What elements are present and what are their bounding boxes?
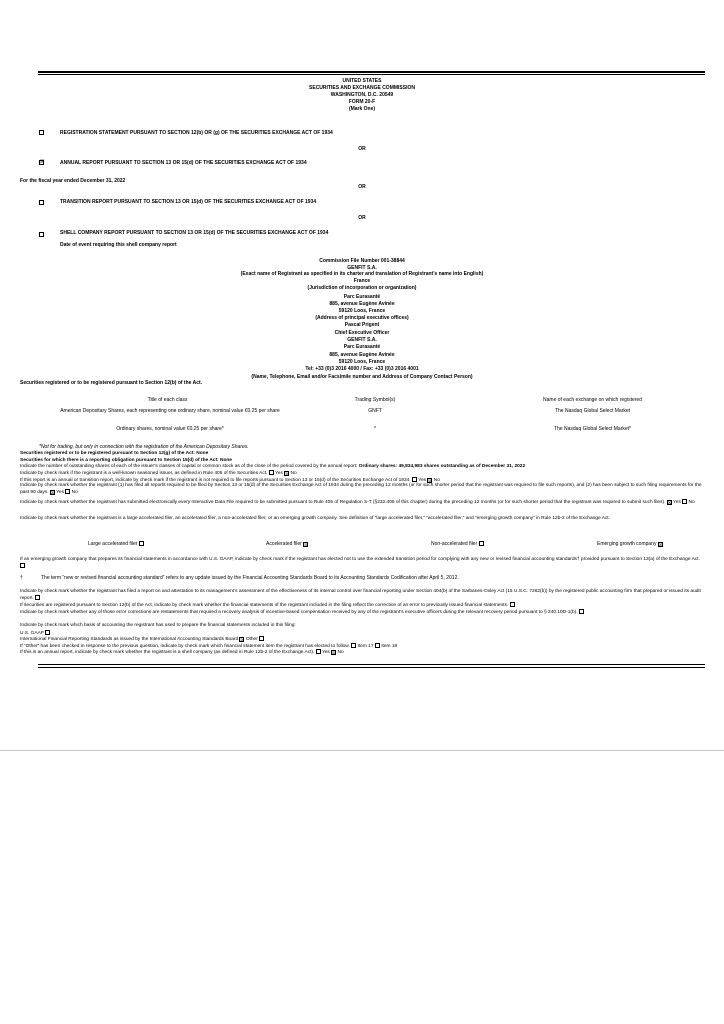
dagger-footnote: The term “new or revised financial accounting standard” refers to any update issued by the Financial Accounting Standards Board to its Accounting Standards Codification after April 5, 2012.: [41, 575, 459, 581]
icfr-question: [20, 589, 704, 602]
interactive-no-checkbox[interactable]: [682, 499, 687, 504]
egc-question: [20, 557, 704, 570]
registration-label: REGISTRATION STATEMENT PURSUANT TO SECTION 12(b) OR (g) OF THE SECURITIES EXCHANGE ACT OF 1934: [60, 130, 333, 136]
annual-report-checkbox[interactable]: ☒: [40, 159, 45, 165]
shell-company-yes-label: Yes: [321, 650, 330, 655]
registrant-name-caption: (Exact name of Registrant as specified in its charter and translation of Registrant’s name into English): [240, 271, 484, 277]
registration-checkbox[interactable]: [39, 130, 44, 135]
filer-emerging-growth-label: Emerging growth company: [597, 541, 657, 547]
shell-company-no-label: No: [337, 650, 344, 655]
dagger-symbol: †: [20, 575, 23, 581]
shell-company-question: [20, 649, 704, 656]
contact-telephone: Tel: +33 (0)3 2016 4000 / Fax: +33 (0)3 2016 4001: [305, 366, 419, 372]
recovery-question: [20, 609, 704, 616]
section-15d: Securities for which there is a reporting obligation pursuant to Section 15(d) of the Act: None: [20, 457, 232, 463]
icfr-text: Indicate by check mark whether the registrant has filed a report on and attestation to its management’s assessment of the effectiveness of its internal control over financial reporting under Section 404(b) of the Sarbanes-Oxley Act (15 U.S.C. 7262(b)) by the registered public accounting firm that prepared or issued its audit report.: [20, 589, 701, 601]
or-divider-3: OR: [358, 215, 366, 221]
filer-emerging-growth-checkbox[interactable]: ☒: [658, 542, 663, 547]
outstanding-shares-value: Ordinary shares: 49,834,983 shares outstanding as of December 31, 2022: [358, 464, 526, 469]
header-line-4: FORM 20-F: [348, 99, 376, 105]
table-row-2-exchange: The Nasdaq Global Select Market*: [554, 426, 631, 432]
not-required-text: If this report is an annual or transition report, indicate by check mark if the registrant is not required to file reports pursuant to Section 13 or 15(d) of the Securities Exchange Act of 1934.: [20, 477, 411, 483]
contact-caption: (Name, Telephone, Email and/or Facsimile number and Address of Company Contact Person): [251, 374, 473, 380]
error-correction-checkbox[interactable]: [510, 602, 515, 607]
filer-large-accelerated-label: Large accelerated filer: [88, 541, 138, 547]
interactive-yes-checkbox[interactable]: ☒: [667, 500, 672, 505]
wksi-no-label: No: [290, 471, 297, 476]
filer-non-accelerated: [431, 541, 484, 547]
header-line-2: SECURITIES AND EXCHANGE COMMISSION: [309, 85, 415, 91]
bottom-rule-thin: [38, 664, 705, 665]
shell-event-date: Date of event requiring this shell company report: [60, 242, 177, 248]
table-row-1-exchange: The Nasdaq Global Select Market: [554, 408, 631, 414]
ifrs-label: International Financial Reporting Standards as issued by the International Accounting Standards Board: [20, 637, 239, 642]
transition-report-checkbox[interactable]: [39, 200, 44, 205]
filer-accelerated-label: Accelerated filer: [266, 541, 302, 547]
filed-reports-no-label: No: [71, 489, 78, 495]
egc-text: If an emerging growth company that prepares its financial statements in accordance with U.S. GAAP, indicate by check mark if the registrant has elected not to use the extended transition period for complying with any new or revised financial accounting standards† provided pursuant to Section 13(a) of the Exchange Act.: [20, 557, 700, 562]
filed-reports-text: Indicate by check mark whether the registrant (1) has filed all reports required to be filed by Section 13 or 15(d) of the Securities Exchange Act of 1934 during the preceding 12 months (or for such shorter period that the registrant was required to file such reports), and (2) has been subject to such filing requirements for the past 90 days.: [20, 483, 702, 495]
annual-report-label: ANNUAL REPORT PURSUANT TO SECTION 13 OR 15(d) OF THE SECURITIES EXCHANGE ACT OF 1934: [60, 160, 307, 166]
or-divider-1: OR: [358, 146, 366, 152]
table-row-2-symbol: *: [374, 426, 376, 432]
section-12g: Securities registered or to be registered pursuant to Section 12(g) of the Act: None: [20, 451, 209, 456]
header-line-5: (Mark One): [348, 106, 376, 112]
table-footnote: *Not for trading, but only in connection with the registration of the American Depositary Shares.: [39, 444, 249, 450]
error-correction-text: If securities are registered pursuant to Section 12(b) of the Act, indicate by check mark whether the financial statements of the registrant included in the filing reflect the correction of an error to previously issued financial statements.: [20, 603, 509, 608]
table-row-1-title: American Depositary Shares, each representing one ordinary share, nominal value €0.25 per share: [60, 408, 280, 414]
filer-accelerated: [266, 541, 308, 547]
top-rule-thick: [38, 71, 705, 73]
section-12b-heading: Securities registered or to be registered pursuant to Section 12(b) of the Act.: [20, 380, 203, 386]
interactive-data-text: Indicate by check mark whether the registrant has submitted electronically every Interactive Data File required to be submitted pursuant to Rule 405 of Regulation S-T (§232.405 of this chapter) during the preceding 12 months (or for such shorter period that the registrant was required to submit such files).: [20, 500, 666, 505]
shell-report-label: SHELL COMPANY REPORT PURSUANT TO SECTION 13 OR 15(d) OF THE SECURITIES EXCHANGE ACT OF 1934: [60, 230, 329, 236]
usgaap-label: U.S. GAAP: [20, 630, 44, 636]
filer-status-text: Indicate by check mark whether the registrant is a large accelerated filer, an accelerated filer, a non-accelerated filer, or an emerging growth company. See definition of “large accelerated filer,” “accelerated filer,” and “emerging growth company” in Rule 12b-2 of the Exchange Act.: [20, 516, 610, 521]
filer-accelerated-checkbox[interactable]: ☒: [304, 542, 308, 547]
filer-non-accelerated-checkbox[interactable]: [479, 541, 484, 546]
address-caption: (Address of principal executive offices): [315, 315, 409, 321]
wksi-yes-checkbox[interactable]: [269, 470, 274, 475]
bottom-rule-thick: [38, 667, 705, 669]
header-line-3: WASHINGTON, D.C. 20549: [330, 92, 394, 98]
wksi-no-checkbox[interactable]: ☒: [285, 471, 289, 476]
page-separator: [0, 750, 724, 751]
address-line-3: 59120 Loos, France: [338, 308, 386, 314]
wksi-yes-label: Yes: [275, 471, 283, 476]
not-required-no-checkbox[interactable]: ☒: [428, 477, 432, 483]
header-line-1: UNITED STATES: [342, 78, 382, 84]
contact-title: Chief Executive Officer: [334, 330, 390, 336]
not-required-no-label: No: [433, 477, 440, 483]
country-caption: (Jurisdiction of incorporation or organization): [307, 285, 417, 291]
contact-address-1: Parc Eurasanté: [343, 344, 381, 350]
egc-checkbox[interactable]: [20, 563, 25, 568]
table-row-1-symbol: GNFT: [368, 408, 382, 414]
item18-label: Item 18: [381, 643, 398, 649]
other-checkbox[interactable]: [259, 636, 264, 641]
other-label: Other: [245, 637, 258, 642]
country: France: [353, 278, 371, 284]
not-required-yes-checkbox[interactable]: [412, 477, 417, 482]
contact-name: Pascal Prigent: [344, 322, 380, 328]
top-rule-thin: [38, 74, 705, 75]
contact-address-2: 885, avenue Eugène Avinée: [329, 352, 395, 358]
contact-address-3: 59120 Loos, France: [338, 359, 386, 365]
contact-company: GENFIT S.A.: [347, 337, 377, 343]
interactive-data-question: [20, 499, 704, 506]
wksi-text: Indicate by check mark if the registrant is a well-known seasoned issuer, as defined in Rule 405 of the Securities Act.: [20, 471, 268, 476]
recovery-text: Indicate by check mark whether any of those error corrections are restatements that required a recovery analysis of incentive-based compensation received by any of the registrant’s executive officers during the relevant recovery period pursuant to § 240.10D-1(b).: [20, 609, 578, 615]
registrant-name: GENFIT S.A.: [347, 264, 377, 271]
recovery-checkbox[interactable]: [579, 609, 584, 614]
transition-report-label: TRANSITION REPORT PURSUANT TO SECTION 13 OR 15(d) OF THE SECURITIES EXCHANGE ACT OF 1934: [60, 199, 317, 205]
ifrs-checkbox[interactable]: ☒: [240, 637, 245, 642]
table-header-exchange: Name of each exchange on which registered: [543, 397, 642, 403]
interactive-no-label: No: [688, 500, 695, 505]
interactive-yes-label: Yes: [673, 500, 681, 505]
fiscal-year: For the fiscal year ended December 31, 2022: [20, 178, 126, 184]
filed-reports-no-checkbox[interactable]: [65, 489, 70, 494]
outstanding-shares-text: Indicate the number of outstanding shares of each of the issuer’s classes of capital or common stock as of the close of the period covered by the annual report:: [20, 464, 358, 469]
shell-company-no-checkbox[interactable]: ☒: [332, 650, 336, 655]
address-line-2: 885, avenue Eugène Avinée: [329, 301, 395, 307]
table-header-title: Title of each class: [147, 397, 188, 403]
filer-emerging-growth: [597, 541, 663, 547]
item17-checkbox[interactable]: [351, 643, 356, 648]
basis-text: Indicate by check mark which basis of accounting the registrant has used to prepare the financial statements included in this filing:: [20, 623, 296, 628]
not-required-yes-label: Yes: [418, 477, 427, 483]
address-line-1: Parc Eurasanté: [343, 294, 381, 300]
shell-company-yes-checkbox[interactable]: [316, 649, 321, 654]
other-text: If “Other” has been checked in response to the previous question, indicate by check mark which financial statement item the registrant has elected to follow.: [20, 643, 350, 649]
table-row-2-title: Ordinary shares, nominal value €0.25 per share*: [116, 426, 224, 432]
or-divider-2: OR: [358, 184, 366, 190]
usgaap-checkbox[interactable]: [45, 630, 50, 635]
item18-checkbox[interactable]: [375, 643, 380, 648]
shell-company-text: If this is an annual report, indicate by check mark whether the registrant is a shell company (as defined in Rule 12b-2 of the Exchange Act).: [20, 650, 315, 655]
commission-file-number: Commission File Number 001-38844: [319, 258, 405, 264]
filed-reports-yes-checkbox[interactable]: ☒: [50, 489, 55, 495]
filer-large-accelerated: [88, 541, 144, 547]
icfr-checkbox[interactable]: [35, 595, 40, 600]
filed-reports-yes-label: Yes: [56, 489, 64, 495]
filed-reports-question: [20, 483, 704, 496]
table-header-symbol: Trading Symbol(s): [354, 397, 396, 403]
filer-non-accelerated-label: Non-accelerated filer: [431, 541, 478, 547]
shell-report-checkbox[interactable]: [39, 232, 44, 237]
filer-large-accelerated-checkbox[interactable]: [139, 541, 144, 546]
item17-label: Item 17: [357, 643, 374, 649]
